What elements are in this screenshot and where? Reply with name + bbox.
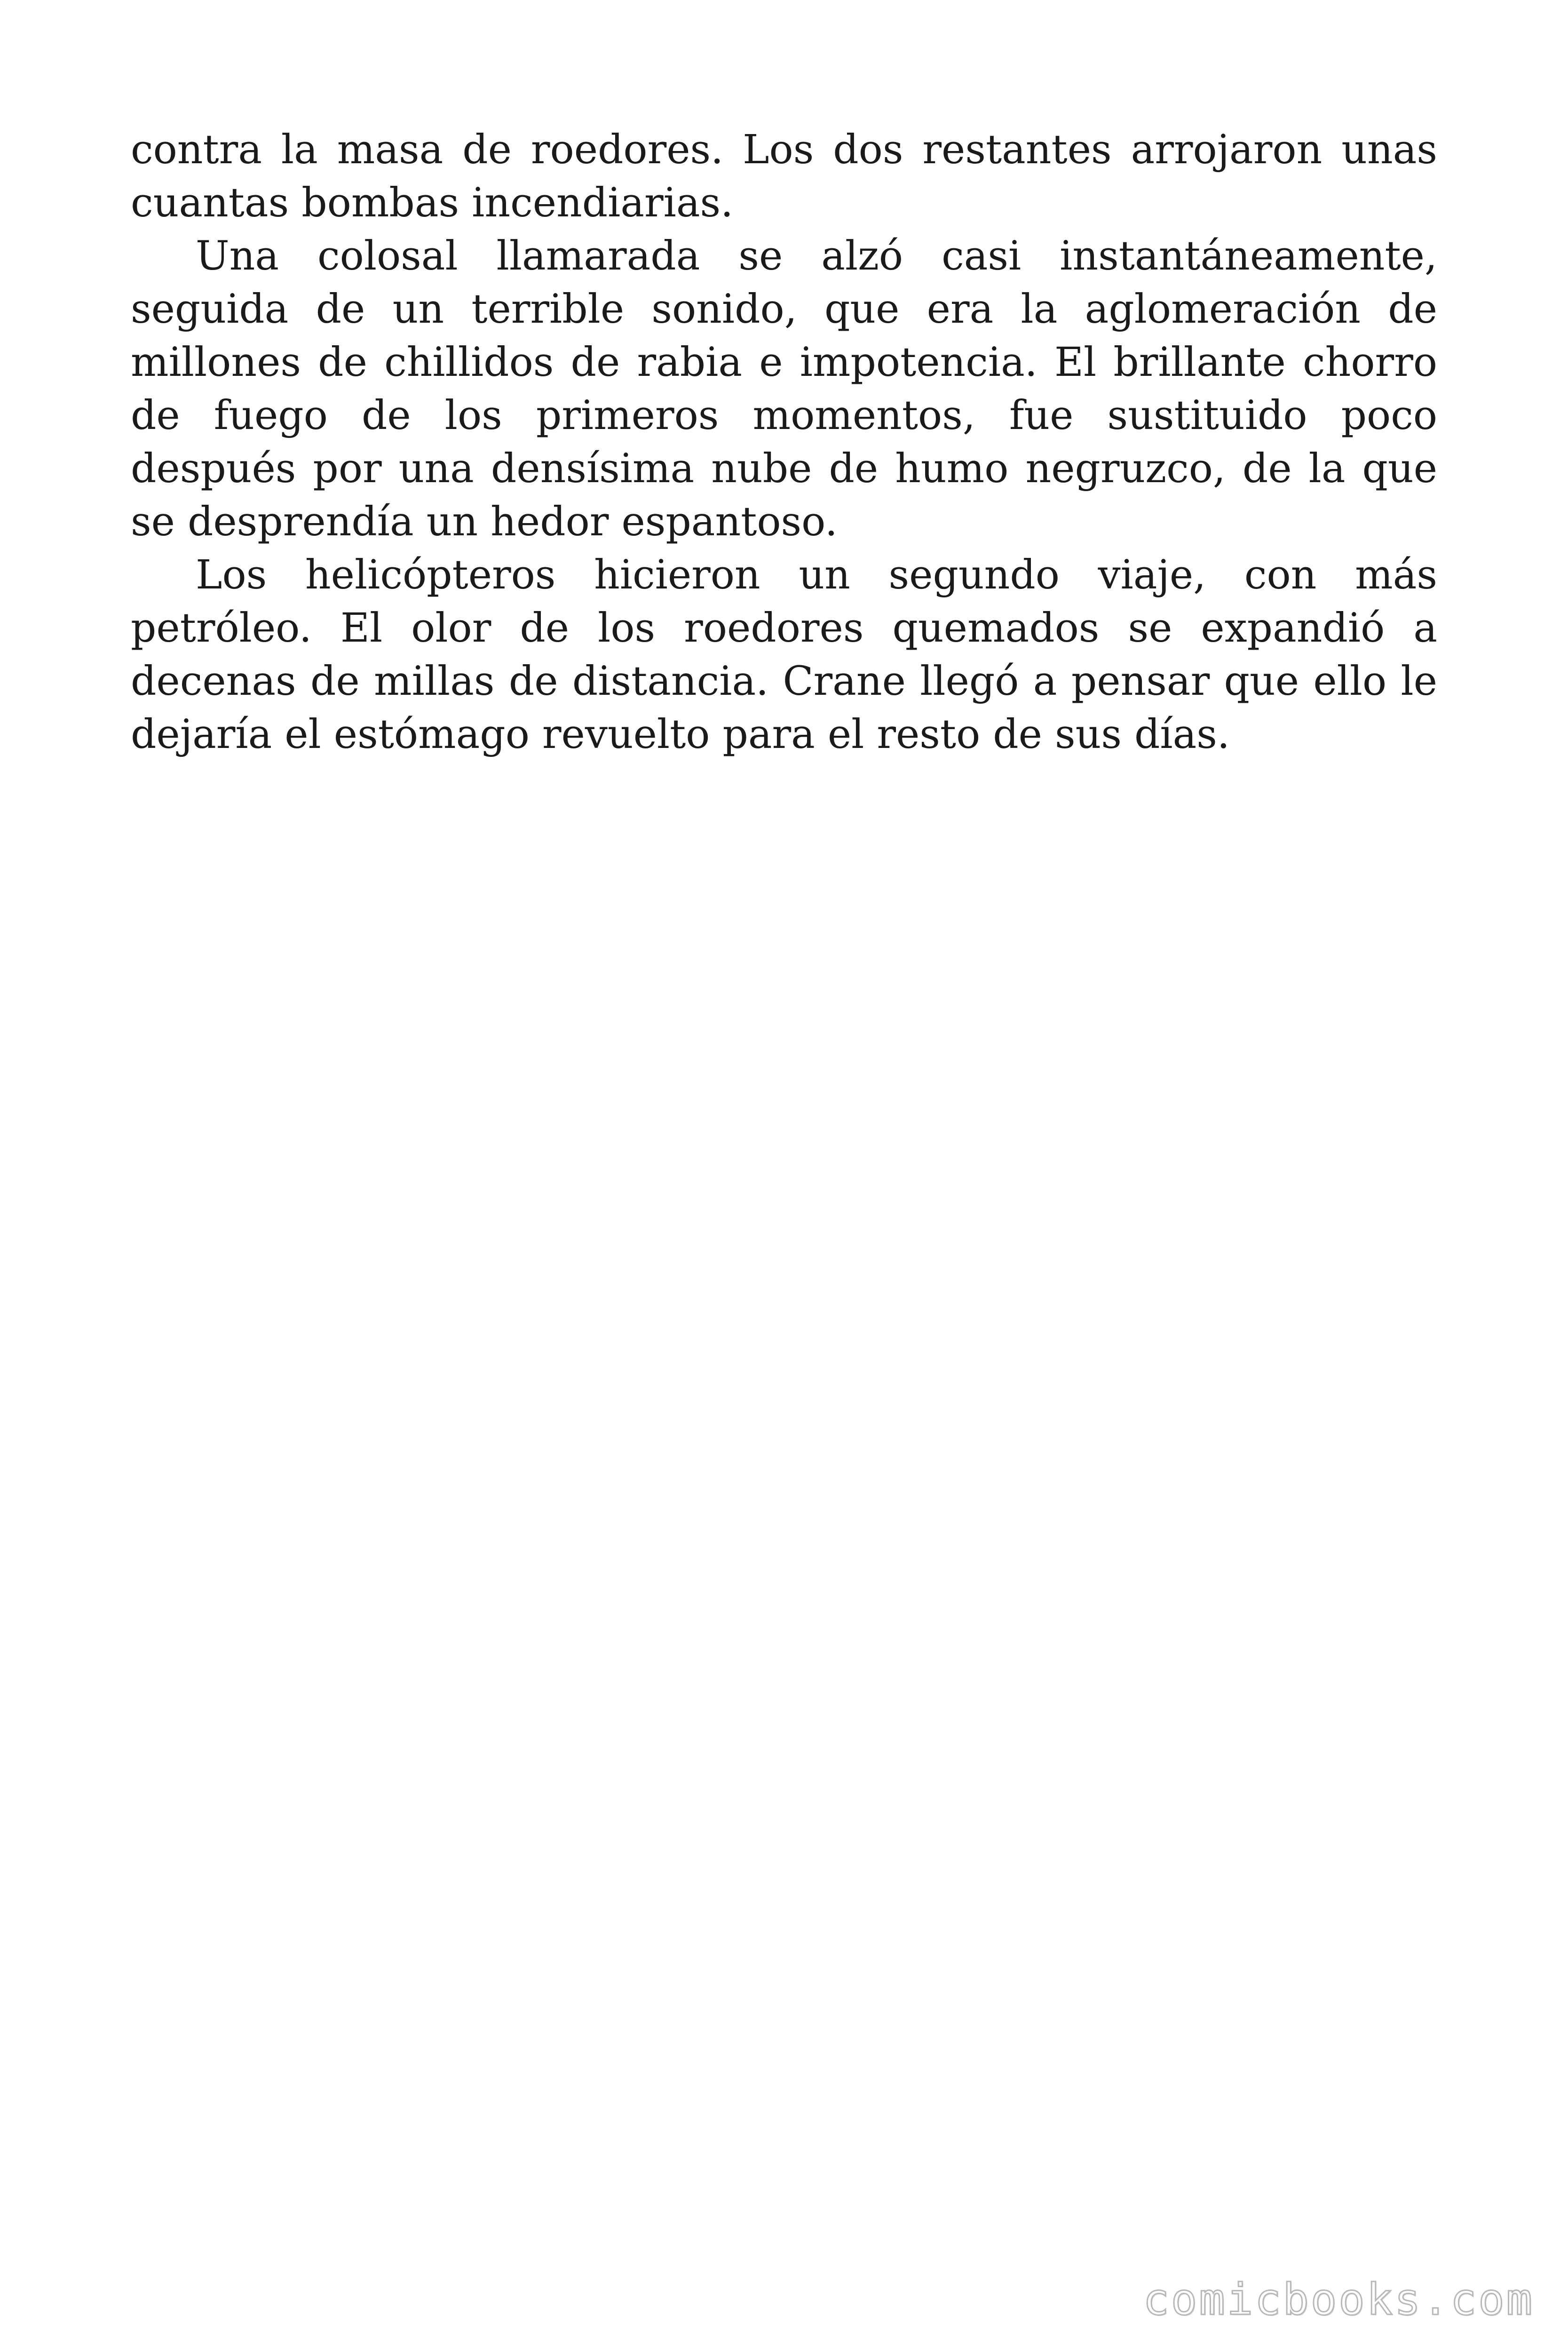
body-text	[131, 123, 1437, 761]
paragraph-3: Los helicópteros hicieron un segundo viaje, con más petróleo. El olor de los roedores quemados se expandió a decenas de millas de distancia. Crane llegó a pensar que ello le dejaría el estómago revuelto para el resto de sus días.	[131, 552, 1437, 758]
paragraph-1: contra la masa de roedores. Los dos restantes arrojaron unas cuantas bombas incendiarias.	[131, 127, 1437, 226]
paragraph-2: Una colosal llamarada se alzó casi instantáneamente, seguida de un terrible sonido, que era la aglomeración de millones de chillidos de rabia e impotencia. El brillante chorro de fuego de los primeros momentos, fue sustituido poco después por una densísima nube de humo negruzco, de la que se desprendía un hedor espantoso.	[131, 233, 1437, 545]
watermark-text: comicbooks.com	[1143, 2274, 1534, 2325]
